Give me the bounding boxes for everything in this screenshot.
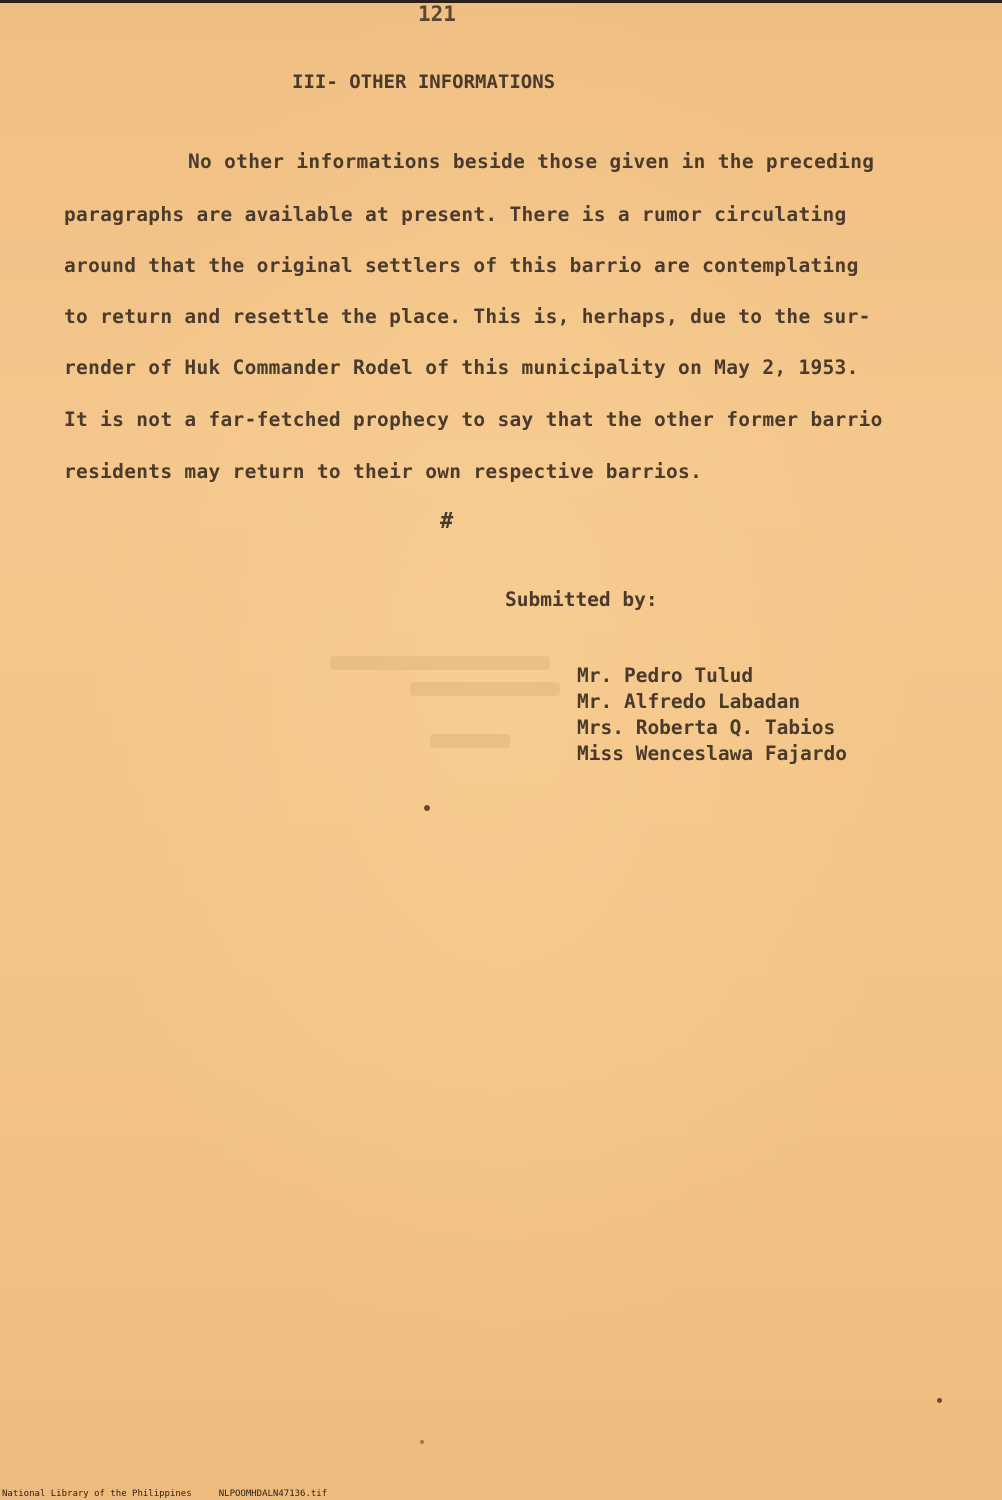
scan-top-edge — [0, 0, 1002, 3]
submitter-name: Miss Wenceslawa Fajardo — [577, 742, 848, 765]
file-name: NLPOOMHDALN47136.tif — [218, 1489, 328, 1499]
paper-speck — [937, 1398, 942, 1403]
end-mark: # — [440, 509, 454, 534]
section-heading: III- OTHER INFORMATIONS — [292, 71, 556, 93]
body-line: to return and resettle the place. This is, herhaps, due to the sur- — [64, 305, 871, 328]
paper-speck — [420, 1440, 424, 1444]
submitter-name: Mr. Pedro Tulud — [577, 664, 754, 687]
body-line: around that the original settlers of this barrio are contemplating — [64, 254, 859, 277]
bleed-through-mark — [430, 734, 510, 748]
body-line: render of Huk Commander Rodel of this municipality on May 2, 1953. — [64, 356, 859, 379]
body-line: No other informations beside those given in the preceding — [188, 150, 875, 173]
library-credit: National Library of the Philippines — [2, 1489, 192, 1499]
body-line: paragraphs are available at present. There is a rumor circulating — [64, 203, 847, 226]
submitted-by-label: Submitted by: — [505, 588, 658, 611]
scan-footer — [2, 1489, 327, 1499]
body-line: It is not a far-fetched prophecy to say that the other former barrio — [64, 408, 883, 431]
submitter-name: Mr. Alfredo Labadan — [577, 690, 801, 713]
body-line: residents may return to their own respective barrios. — [64, 460, 703, 483]
paper-speck — [424, 805, 430, 811]
submitter-name: Mrs. Roberta Q. Tabios — [577, 716, 836, 739]
bleed-through-mark — [330, 656, 550, 670]
page-number: 121 — [418, 2, 456, 26]
bleed-through-mark — [410, 682, 560, 696]
